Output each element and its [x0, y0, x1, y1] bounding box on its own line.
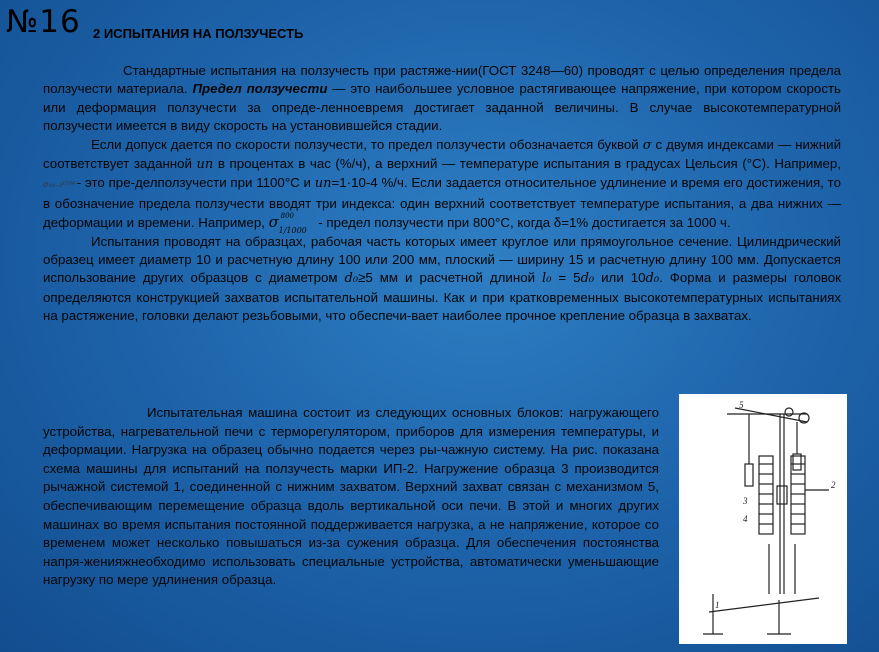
para3-part-b: ≥5 мм и расчетной длиной [358, 270, 543, 286]
weight-left [745, 464, 753, 486]
para1-end: — это наибольшее условное растягивающее напряжение, при котором скорость или деформация ползучести за опреде-ленноевремя достигает заданной величины. В случае высокотемпературной ползучести имеется в виду скорость на установившейся стадии. [43, 81, 841, 134]
fig-label-3: 3 [743, 496, 748, 506]
main-text-block [43, 62, 841, 326]
l0-symbol: l₀ [542, 271, 552, 287]
para2-part-c: в процентах в час (%/ч), а верхний — температуре испытания в градусах Цельсия (°С). Например, [213, 156, 841, 172]
creep-rate-symbol-2: uп [314, 176, 332, 192]
para2-part-b: с двумя индексами — нижний соответствует заданной [43, 136, 842, 172]
para3-part-e: . Форма и размеры головок определяются конструкцией захватов испытательной машины. Как и при кратковременных высокотемпературных испытаниях на растяжение, головки делают резьбовыми, что обеспечи-вает наиболее прочное крепление образца в захватах. [43, 270, 841, 324]
para3-part-a: Испытания проводят на образцах, рабочая часть которых имеет круглое или прямоугольное сечение. Цилиндрический образец имеет диаметр 10 и расчетную длину 100 или 200 мм, плоский — ширину 15 и расчетную длину 100 мм. Допускается использование других образцов с диаметром [43, 233, 841, 286]
formula-sigma-sup: 800 [280, 212, 294, 221]
para3-part-c: = 5 [551, 270, 581, 286]
creep-rate-symbol: uп [196, 157, 214, 173]
para4-text: Испытательная машина состоит из следующих основных блоков: нагружающего устройства, нагревательной печи с терморегулятором, приборов для измерения температуры, и деформации. Нагрузка на образец обычно подается через ры-чажную систему. На рис. показана схема машины для испытаний на ползучесть марки ИП-2. Нагружение образца 3 производится рычажной системой 1, соединенной с нижним захватом. Верхний захват связан с механизмом 5, обеспечивающим перемещение образца вдоль вертикальной оси печи. В этой и многих других машинах во время испытания постоянной поддерживается нагрузка, а не напряжение, которое со временем может несколько повышаться из-за сужения образца. Для обеспечения постоянства напря-женияжнеобходимо использовать специальные устройства, автоматически уменьшающие нагрузку по мере удлинения образца. [43, 405, 659, 588]
para3-part-d: или 10 [594, 270, 646, 286]
top-lever [735, 408, 807, 422]
term-creep-limit: Предел ползучести [192, 81, 328, 97]
sigma-symbol: σ [642, 137, 652, 153]
d0-symbol: d₀ [344, 271, 359, 287]
bottom-lever [709, 598, 819, 612]
d0-symbol-2: d₀ [580, 271, 595, 287]
para2-part-f: - предел ползучести при 800°С, когда δ=1% достигается за 1000 ч. [314, 215, 731, 231]
fig-label-2: 2 [831, 480, 836, 490]
section-heading: 2 ИСПЫТАНИЯ НА ПОЛЗУЧЕСТЬ [93, 26, 304, 41]
formula-sigma-main: σ [268, 213, 279, 232]
furnace-left-wall [759, 456, 773, 534]
para1-start: Стандартные испытания на ползучесть при растяже-нии(ГОСТ 3248—60) проводят с целью определения предела ползучести материала. [43, 63, 841, 97]
d0-symbol-3: d₀ [645, 271, 660, 287]
formula-sigma-800 [268, 212, 315, 236]
para2-part-a: Если допуск дается по скорости ползучести, то предел ползучести обозначается буквой [91, 136, 643, 152]
para2-part-e: =1·10-4 %/ч. Если задается относительное удлинение и время его достижения, то в обозначение предела ползучести вводят три индекса: один верхний соответствует температуре испытания, а два нижних — деформации и времени. Например, [43, 175, 841, 231]
fig-label-1: 1 [715, 600, 720, 610]
formula-sigma-1100: σ₁₀₋₅¹¹⁰⁰ [43, 180, 76, 190]
creep-machine-figure [679, 394, 847, 644]
machine-description [43, 404, 659, 590]
formula-sigma-sub: 1/1000 [278, 226, 307, 236]
creep-machine-diagram [679, 394, 847, 644]
fig-label-4: 4 [743, 514, 748, 524]
specimen [777, 486, 787, 504]
para2-part-d: - это пре-делползучести при 1100°С и [73, 175, 315, 191]
fig-label-5: 5 [739, 400, 744, 410]
top-pulley [785, 408, 793, 416]
slide-number: №16 [6, 4, 81, 40]
